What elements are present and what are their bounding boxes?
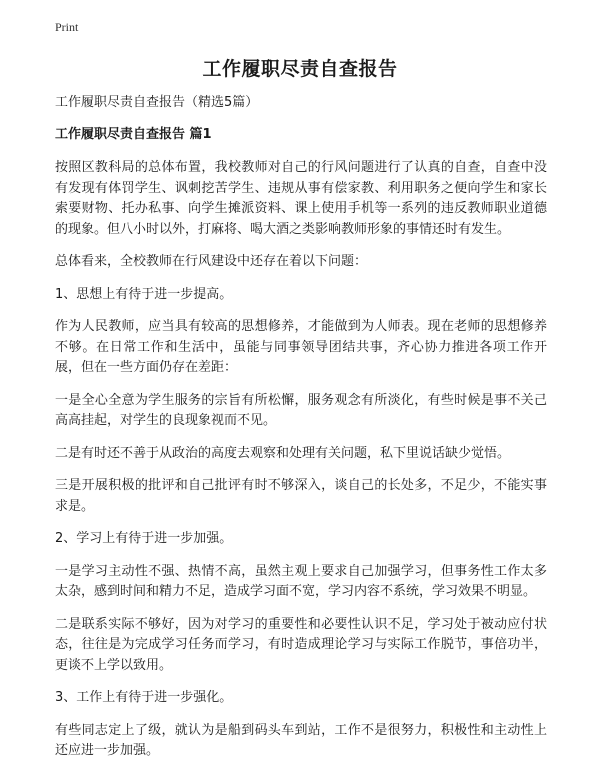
paragraph: 一是全心全意为学生服务的宗旨有所松懈，服务观念有所淡化，有些时候是事不关己高高挂起，对学生的良现象视而不见。 <box>55 392 547 428</box>
paragraph: 按照区教科局的总体布置，我校教师对自己的行风问题进行了认真的自查，自查中没有发现有体罚学生、讽刺挖苦学生、违规从事有偿家教、利用职务之便向学生和家长索要财物、托办私事、向学生摊派资料、课上使用手机等一系列的违反教师职业道德的现象。但八小时以外，打麻将、喝大酒之类影响教师形象的事情还时有发生。 <box>55 160 547 237</box>
paragraph: 3、工作上有待于进一步强化。 <box>55 690 233 705</box>
document-body <box>55 93 547 774</box>
paragraph: 一是学习主动性不强、热情不高，虽然主观上要求自己加强学习，但事务性工作太多太杂，感到时间和精力不足，造成学习面不宽，学习内容不系统，学习效果不明显。 <box>55 563 547 599</box>
paragraph: 作为人民教师，应当具有较高的思想修养，才能做到为人师表。现在老师的思想修养不够。在日常工作和生活中，虽能与同事领导团结共事，齐心协力推进各项工作开展，但在一些方面仍存在差距： <box>55 319 547 375</box>
paragraph: 1、思想上有待于进一步提高。 <box>55 286 233 302</box>
print-link[interactable]: Print <box>55 20 79 34</box>
paragraph: 三是开展积极的批评和自己批评有时不够深入，谈自己的长处多，不足少，不能实事求是。 <box>55 478 547 514</box>
section-heading: 工作履职尽责自查报告 篇1 <box>55 127 212 142</box>
document-title: 工作履职尽责自查报告 <box>202 58 398 80</box>
paragraph: 二是联系实际不够好，因为对学习的重要性和必要性认识不足，学习处于被动应付状态，往往是为完成学习任务而学习，有时造成理论学习与实际工作脱节，事倍功半，更谈不上学以致用。 <box>55 616 547 673</box>
paragraph: 有些同志定上了级，就认为是船到码头车到站，工作不是很努力，积极性和主动性上还应进一步加强。 <box>55 722 547 758</box>
paragraph: 二是有时还不善于从政治的高度去观察和处理有关问题，私下里说话缺少觉悟。 <box>55 445 511 461</box>
document-subtitle: 工作履职尽责自查报告（精选5篇） <box>55 95 259 110</box>
paragraph: 2、学习上有待于进一步加强。 <box>55 531 233 546</box>
paragraph: 总体看来，全校教师在行风建设中还存在着以下问题： <box>55 254 368 269</box>
